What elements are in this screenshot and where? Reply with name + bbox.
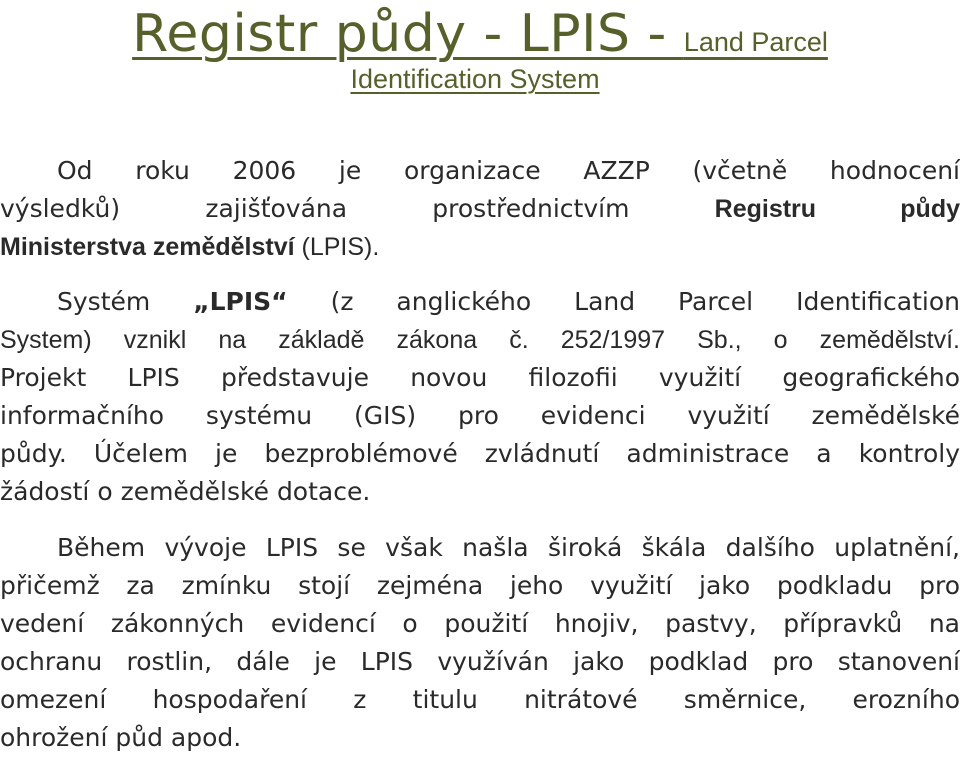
paragraph-line: Projekt LPIS představuje novou filozofii využití geografického <box>0 363 960 392</box>
paragraph-line: Během vývoje LPIS se však našla široká škála dalšího uplatnění, <box>57 533 960 562</box>
paragraph-line: vedení zákonných evidencí o použití hnojiv, pastvy, přípravků na <box>0 609 960 638</box>
text-span: (z anglického Land Parcel Identification <box>287 287 960 316</box>
text-span: (LPIS). <box>294 233 380 261</box>
paragraph-line: ochranu rostlin, dále je LPIS využíván jako podklad pro stanovení <box>0 647 960 676</box>
paragraph-line: Od roku 2006 je organizace AZZP (včetně hodnocení <box>57 156 960 185</box>
paragraph-lpis-system <box>0 283 960 511</box>
title-sub-identification-system: Identification System <box>350 64 600 94</box>
paragraph-line: omezení hospodaření z titulu nitrátové směrnice, erozního <box>0 685 960 714</box>
paragraph-line <box>0 228 960 266</box>
paragraph-line <box>0 283 960 321</box>
paragraph-line: půdy. Účelem je bezproblémové zvládnutí administrace a kontroly <box>0 439 960 468</box>
bold-registr-pudy: Registru půdy <box>714 195 960 223</box>
bold-lpis: „LPIS“ <box>193 287 288 316</box>
paragraph-line: ohrožení půd apod. <box>0 723 242 752</box>
page-title <box>132 4 828 64</box>
paragraph-line <box>0 190 960 228</box>
paragraph-line: System) vznikl na základě zákona č. 252/1997 Sb., o zemědělství. <box>0 326 960 354</box>
paragraph-azzp <box>0 152 960 266</box>
paragraph-line: žádostí o zemědělské dotace. <box>0 477 371 506</box>
paragraph-line: přičemž za zmínku stojí zejména jeho využití jako podkladu pro <box>0 571 960 600</box>
text-span: výsledků) zajišťována prostřednictvím <box>0 194 715 223</box>
title-main: Registr půdy - LPIS - <box>132 4 684 64</box>
bold-ministerstva: Ministerstva zemědělství <box>0 233 295 261</box>
text-span: Systém <box>57 287 194 316</box>
paragraph-uplatneni <box>0 529 960 757</box>
paragraph-line: informačního systému (GIS) pro evidenci využití zemědělské <box>0 401 960 430</box>
title-sub-land-parcel: Land Parcel <box>683 27 828 57</box>
title-block <box>0 0 960 95</box>
